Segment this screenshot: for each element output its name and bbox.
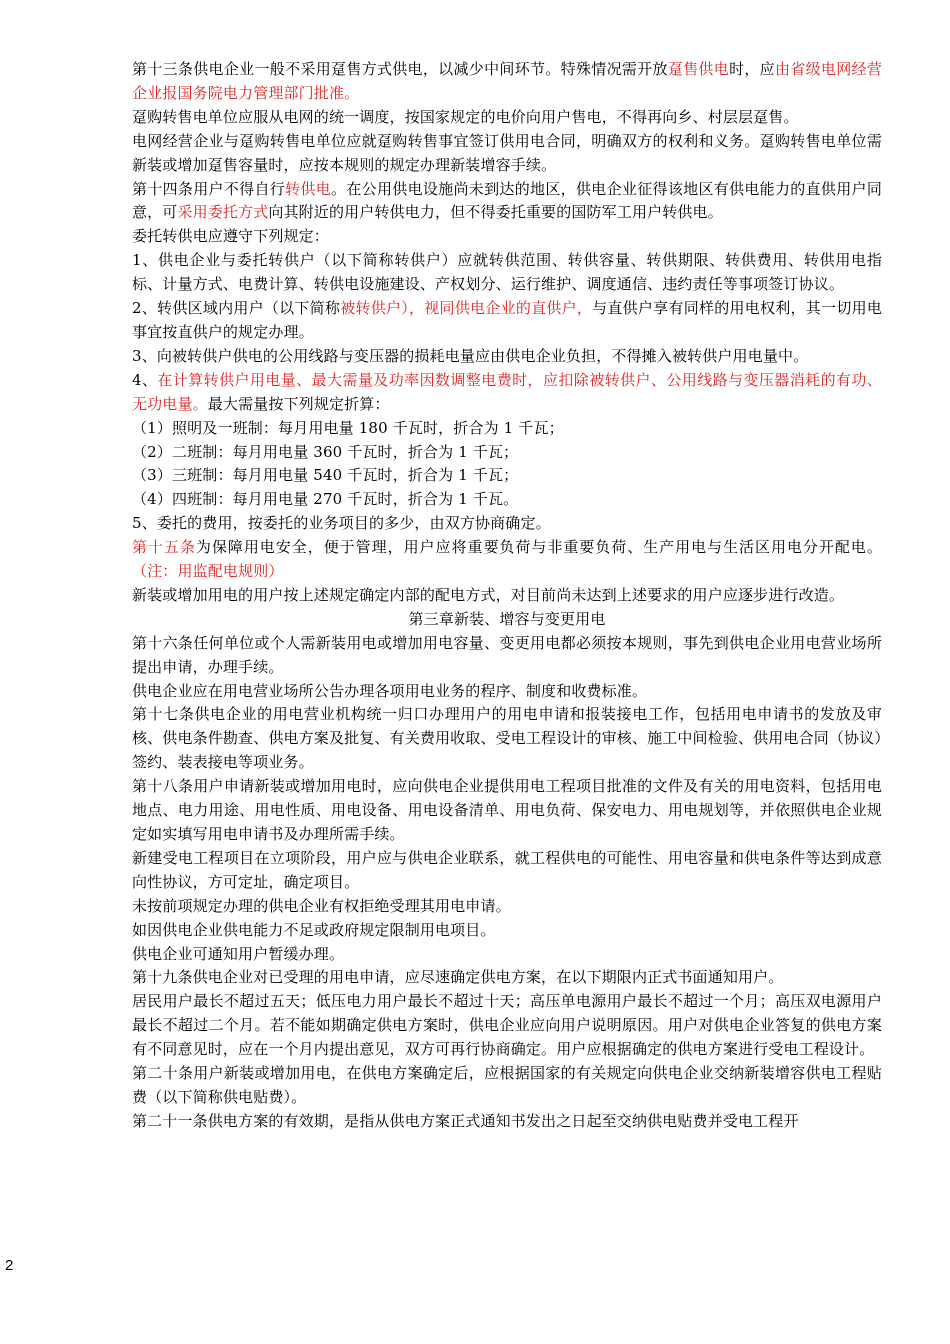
text-run: 为保障用电安全，便于管理，用户应将重要负荷与非重要负荷、生产用电与生活区用电分开配电。: [195, 538, 882, 557]
text-run: 第十六条任何单位或个人需新装用电或增加用电容量、变更用电都必须按本规则，事先到供电企业用电营业场所提出申请，办理手续。: [132, 633, 882, 676]
text-run: 第三章新装、增容与变更用电: [408, 609, 606, 628]
text-run: 第二十条用户新装或增加用电，在供电方案确定后，应根据国家的有关规定向供电企业交纳新装增容供电工程贴费（以下简称供电贴费）。: [132, 1064, 882, 1106]
text-run: 第二十一条供电方案的有效期，是指从供电方案正式通知书发出之日起至交纳供电贴费并受电工程开: [132, 1111, 799, 1130]
paragraph: [132, 512, 882, 536]
paragraph: [132, 1110, 882, 1134]
chapter-heading: [132, 608, 882, 632]
paragraph: [132, 536, 882, 584]
paragraph: [132, 943, 882, 967]
text-run: 供电企业可通知用户暂缓办理。: [132, 944, 345, 963]
text-run: 第十七条供电企业的用电营业机构统一归口办理用户的用电申请和报装接电工作，包括用电申请书的发放及审核、供电条件勘查、供电方案及批复、有关费用收取、受电工程设计的审核、施工中间检验、供用电合同（协议）签约、装表接电等项业务。: [132, 705, 883, 772]
text-run: 与直供户享有同样的用电权利，其一切用电事宜按直供户的规定办理。: [132, 299, 882, 341]
text-run: 第十八条用户申请新装或增加用电时，应向供电企业提供用电工程项目批准的文件及有关的用电资料，包括用电地点、电力用途、用电性质、用电设备、用电设备清单、用电负荷、保安电力、用电规划等，并依照供电企业规定如实填写用电申请书及办理所需手续。: [132, 777, 882, 843]
paragraph: [132, 919, 882, 943]
highlighted-text: 在计算转供户用电量、最大需量及功率因数调整电费时，应扣除被转供户、公用线路与变压器消耗的有功、无功电量。: [132, 370, 882, 413]
paragraph: [132, 106, 882, 130]
text-run: 新建受电工程项目在立项阶段，用户应与供电企业联系，就工程供电的可能性、用电容量和供电条件等达到成意向性协议，方可定址，确定项目。: [132, 848, 882, 891]
paragraph: [132, 130, 882, 178]
paragraph: [132, 990, 882, 1062]
paragraph: [132, 847, 882, 895]
highlighted-text: 被转供户），视同供电企业的直供户，: [340, 299, 593, 318]
paragraph: [132, 417, 882, 441]
paragraph: [132, 441, 882, 465]
text-run: （4）四班制：每月用电量 270 千瓦时，折合为 1 千瓦。: [132, 490, 519, 509]
highlighted-text: 趸售供电: [667, 60, 730, 78]
paragraph: [132, 895, 882, 919]
paragraph: [132, 703, 882, 775]
paragraph: [132, 58, 882, 106]
paragraph: [132, 488, 882, 512]
paragraph: [132, 966, 882, 990]
text-run: 如因供电企业供电能力不足或政府规定限制用电项目。: [132, 920, 496, 939]
paragraph: [132, 584, 882, 608]
paragraph: [132, 632, 882, 680]
highlighted-text: （注：用监配电规则）: [132, 562, 284, 581]
text-run: 第十九条供电企业对已受理的用电申请，应尽速确定供电方案，在以下期限内正式书面通知用户。: [132, 968, 784, 987]
text-run: 3、向被转供户供电的公用线路与变压器的损耗电量应由供电企业负担，不得摊入被转供户用电量中。: [132, 346, 809, 365]
text-run: 第十三条供电企业一般不采用趸售方式供电，以减少中间环节。特殊情况需开放: [132, 60, 668, 78]
highlighted-text: 由省级电网经营企业报国务院电力管理部门批准。: [132, 60, 883, 102]
paragraph: [132, 225, 882, 249]
text-run: 最大需量按下列规定折算：: [207, 394, 390, 413]
paragraph: [132, 1062, 882, 1110]
text-run: 时，应: [729, 60, 775, 78]
text-run: 向其附近的用户转供电力，但不得委托重要的国防军工用户转供电。: [268, 203, 723, 222]
text-run: 委托转供电应遵守下列规定：: [132, 227, 329, 246]
page-number: 2: [5, 1257, 14, 1274]
paragraph: [132, 464, 882, 488]
highlighted-text: 转供电: [285, 179, 332, 198]
text-run: 第十四条用户不得自行: [132, 179, 286, 198]
document-body: [132, 58, 882, 1134]
paragraph: [132, 369, 882, 417]
paragraph: [132, 297, 882, 345]
text-run: 趸购转售电单位应服从电网的统一调度，按国家规定的电价向用户售电，不得再向乡、村层层趸售。: [132, 107, 799, 126]
paragraph: [132, 345, 882, 369]
paragraph: [132, 249, 882, 297]
text-run: 未按前项规定办理的供电企业有权拒绝受理其用电申请。: [132, 896, 511, 915]
text-run: 5、委托的费用，按委托的业务项目的多少，由双方协商确定。: [132, 514, 551, 533]
paragraph: [132, 680, 882, 704]
text-run: 4、: [132, 370, 158, 389]
text-run: 1、供电企业与委托转供户（以下简称转供户）应就转供范围、转供容量、转供期限、转供费用、转供用电指标、计量方式、电费计算、转供电设施建设、产权划分、运行维护、调度通信、违约责任等事项签订协议。: [132, 251, 882, 294]
paragraph: [132, 775, 882, 847]
text-run: 新装或增加用电的用户按上述规定确定内部的配电方式，对目前尚未达到上述要求的用户应逐步进行改造。: [132, 585, 845, 604]
text-run: （3）三班制：每月用电量 540 千瓦时，折合为 1 千瓦；: [132, 466, 519, 485]
text-run: 电网经营企业与趸购转售电单位应就趸购转售事宜签订供用电合同，明确双方的权利和义务。趸购转售电单位需新装或增加趸售容量时，应按本规则的规定办理新装增容手续。: [132, 131, 882, 174]
highlighted-text: 第十五条: [132, 538, 196, 557]
paragraph: [132, 178, 882, 226]
text-run: 2、转供区域内用户（以下简称: [132, 299, 341, 318]
highlighted-text: 采用委托方式: [177, 203, 269, 222]
text-run: 供电企业应在用电营业场所公告办理各项用电业务的程序、制度和收费标准。: [132, 681, 648, 700]
text-run: （1）照明及一班制：每月用电量 180 千瓦时，折合为 1 千瓦；: [132, 418, 564, 437]
text-run: （2）二班制：每月用电量 360 千瓦时，折合为 1 千瓦；: [132, 442, 519, 461]
text-run: 居民用户最长不超过五天；低压电力用户最长不超过十天；高压单电源用户最长不超过一个月；高压双电源用户最长不超过二个月。若不能如期确定供电方案时，供电企业应向用户说明原因。用户对供电企业答复的供电方案有不同意见时，应在一个月内提出意见，双方可再行协商确定。用户应根据确定的供电方案进行受电工程设计。: [132, 992, 882, 1059]
text-run: 。在公用供电设施尚未到达的地区，供电企业征得该地区有供电能力的直供用户同意，可: [132, 179, 882, 222]
